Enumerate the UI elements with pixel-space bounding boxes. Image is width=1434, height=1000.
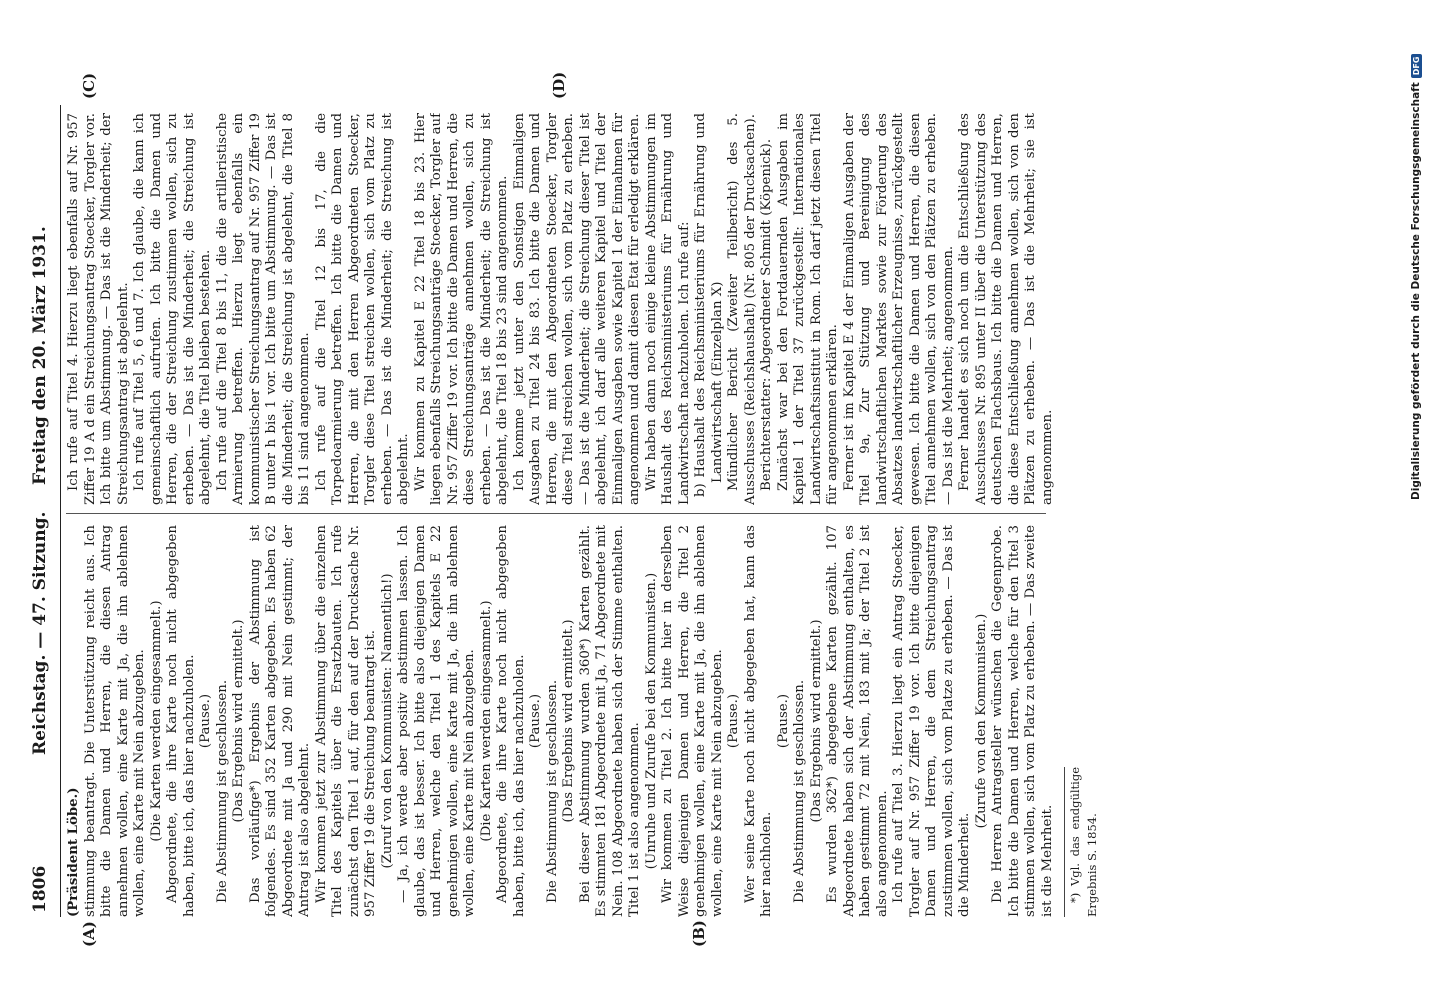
paragraph: Mündlicher Bericht (Zweiter Teilbericht) des 5. Ausschusses (Reichshaushalt) (Nr. 805 der Drucksachen). (726, 113, 758, 505)
margin-marker-d: (D) (550, 71, 568, 99)
paragraph: Bei dieser Abstimmung wurden 360*) Karten gezählt. Es stimmten 181 Abgeordnete mit Ja, 71 Abgeordnete mit Nein. 108 Abgeordnete haben sich der Stimme enthalten. Titel 1 ist also angenommen. (577, 525, 642, 917)
paragraph: Zunächst war bei den Fortdauernden Ausgaben im Kapitel 1 der Titel 37 zurückgestellt: Internationales Landwirtschaftsinstitut in Rom. Ich darf jetzt diesen Titel für angenommen erklären. (775, 113, 840, 505)
margin-marker-b: (B) (690, 920, 708, 947)
paragraph: Abgeordnete, die ihre Karte noch nicht abgegeben haben, bitte ich, das hier nachzuholen. (495, 525, 527, 917)
left-column (66, 525, 1266, 917)
paragraph: Die Abstimmung ist geschlossen. (792, 679, 807, 903)
paragraph: Ich rufe auf Titel 3. Hierzu liegt ein Antrag Stoecker, Torgler auf Nr. 957 Ziffer 19 vor. Ich bitte diejenigen Damen und Herren, die dem Streichungsantrag zustimmen wollen, sich vom Platze zu erheben. — Das ist die Minderheit. (891, 525, 972, 917)
paragraph: (Pause.) (198, 693, 213, 749)
paragraph: Das vorläufige*) Ergebnis der Abstimmung ist folgendes. Es sind 352 Karten abgegeben. Es haben 62 Abgeordnete mit Ja und 290 mit Nein gestimmt; der Antrag ist also abgelehnt. (247, 525, 312, 917)
header-rule (60, 105, 61, 917)
paragraph: Abgeordnete, die ihre Karte noch nicht abgegeben haben, bitte ich, das hier nachzuholen. (165, 525, 197, 917)
document-page (10, 45, 1310, 947)
right-column (66, 113, 1266, 505)
date-title: Freitag den 20. März 1931. (30, 226, 50, 485)
paragraph: Ich rufe auf Titel 4. Hierzu liegt ebenfalls auf Nr. 957 Ziffer 19 A d ein Streichungsantrag Stoecker, Torgler vor. Ich bitte um Abstimmung. — Das ist die Minderheit; der Streichungsantrag ist abgelehnt. (66, 113, 131, 505)
column-separator (66, 513, 1046, 514)
paragraph: Wir haben dann noch einige kleine Abstimmungen im Haushalt des Reichsministeriums für Ernährung und Landwirtschaft nachzuholen. Ich rufe auf: (643, 113, 692, 505)
credit-text: Digitalisierung gefördert durch die Deutsche Forschungsgemeinschaft (1410, 82, 1422, 500)
page-number: 1806 (30, 865, 50, 913)
paragraph: (Das Ergebnis wird ermittelt.) (808, 619, 824, 823)
paragraph: (Zuruf von den Kommunisten: Namentlich!) (379, 573, 395, 869)
paragraph: Berichterstatter: Abgeordneter Schmidt (Köpenick). (759, 138, 774, 491)
paragraph: Die Herren Antragsteller wünschen die Gegenprobe. Ich bitte die Damen und Herren, welche für den Titel 3 stimmen wollen, sich vom Platz zu erheben. — Das zweite ist die Mehrheit. (990, 525, 1055, 917)
paragraph: Wer seine Karte noch nicht abgegeben hat, kann das hier nachholen. (742, 525, 774, 917)
paragraph: (Pause.) (528, 693, 543, 749)
margin-marker-a: (A) (80, 921, 98, 947)
paragraph: *) Vgl. das endgültige Ergebnis S. 1854. (1064, 767, 1100, 917)
paragraph: (Die Karten werden eingesammelt.) (148, 600, 164, 842)
paragraph: Wir kommen jetzt zur Abstimmung über die einzelnen Titel des Kapitels über die Ersatzbauten. Ich rufe zunächst den Titel 1 auf, für den auf der Drucksache Nr. 957 Ziffer 19 die Streichung beantragt ist. (313, 525, 378, 917)
paragraph: stimmung beantragt. Die Unterstützung reicht aus. Ich bitte die Damen und Herren, die diesen Antrag annehmen wollen, eine Karte mit Ja, die ihn ablehnen wollen, eine Karte mit Nein abzugeben. (82, 525, 147, 917)
paragraph: (Unruhe und Zurufe bei den Kommunisten.) (643, 572, 659, 870)
paragraph: Wir kommen zu Kapitel E 22 Titel 18 bis 23. Hier liegen ebenfalls Streichungsanträge Stoecker, Torgler auf Nr. 957 Ziffer 19 vor. Ich bitte die Damen und Herren, die diese Streichungsanträge annehmen wollen, sich zu erheben. — Das ist die Minderheit; die Streichung ist abgelehnt, die Titel 18 bis 23 sind angenommen. (412, 113, 510, 505)
paragraph: — Ja, ich werde aber positiv abstimmen lassen. Ich glaube, das ist besser. Ich bitte also diejenigen Damen und Herren, welche den Titel 1 des Kapitels E 22 genehmigen wollen, eine Karte mit Ja, die ihn ablehnen wollen, eine Karte mit Nein abzugeben. (396, 525, 477, 917)
paragraph: Ich rufe auf die Titel 12 bis 17, die die Torpedoarmierung betreffen. Ich bitte die Damen und Herren, die mit den Herren Abgeordneten Stoecker, Torgler diese Titel streichen wollen, sich vom Platz zu erheben. — Das ist die Minderheit; die Streichung ist abgelehnt. (313, 113, 411, 505)
page-header (30, 105, 56, 925)
paragraph: Die Abstimmung ist geschlossen. (544, 679, 560, 903)
paragraph: (Die Karten werden eingesammelt.) (478, 600, 494, 842)
paragraph: Es wurden 362*) abgegebene Karten gezählt. 107 Abgeordnete haben sich der Abstimmung enthalten, es haben gestimmt 72 mit Nein, 183 mit Ja; der Titel 2 ist also angenommen. (825, 525, 890, 917)
paragraph: Wir kommen zu Titel 2. Ich bitte hier in derselben Weise diejenigen Damen und Herren, die Titel 2 genehmigen wollen, eine Karte mit Ja, die ihn ablehnen wollen, eine Karte mit Nein abzugeben. (660, 525, 725, 917)
paragraph: Ich rufe auf die Titel 8 bis 11, die die artilleristische Armierung betreffen. Hierzu liegt ebenfalls ein kommunistischer Streichungsantrag auf Nr. 957 Ziffer 19 B unter h bis 1 vor. Ich bitte um Abstimmung. — Das ist die Minderheit; die Streichung ist abgelehnt, die Titel 8 bis 11 sind angenommen. (214, 113, 312, 505)
session-title: Reichstag. — 47. Sitzung. (30, 511, 50, 755)
paragraph: Ferner ist im Kapitel E 4 der Einmaligen Ausgaben der Titel 9a, Zur Stützung und Bereinigung des landwirtschaftlichen Marktes sowie zur Förderung des Absatzes landwirtschaftlicher Erzeugnisse, zurückgestellt gewesen. Ich bitte die Damen und Herren, die diesen Titel annehmen wollen, sich von den Plätzen zu erheben. — Das ist die Mehrheit; angenommen. (841, 113, 956, 505)
paragraph: (Das Ergebnis wird ermittelt.) (231, 619, 246, 823)
paragraph: Ich komme jetzt unter den Sonstigen Einmaligen Ausgaben zu Titel 24 bis 83. Ich bitte die Damen und Herren, die mit den Abgeordneten Stoecker, Torgler diese Titel streichen wollen, sich vom Platz zu erheben. — Das ist die Minderheit; die Streichung dieser Titel ist abgelehnt, ich darf alle weiteren Kapitel und Titel der Einmaligen Ausgaben sowie Kapitel 1 der Einnahmen für angenommen und damit diesen Etat für erledigt erklären. (511, 113, 642, 505)
paragraph: (Pause.) (726, 693, 741, 749)
paragraph: b) Haushalt des Reichsministeriums für Ernährung und Landwirtschaft (Einzelplan X) (693, 113, 725, 497)
paragraph: (Pause.) (775, 693, 791, 749)
paragraph: Die Abstimmung ist geschlossen. (214, 679, 230, 903)
paragraph: Ich rufe auf Titel 5, 6 und 7. Ich glaube, die kann ich gemeinschaftlich aufrufen. Ich bitte die Damen und Herren, die der Streichung zustimmen wollen, sich zu erheben. — Das ist die Minderheit; die Streichung ist abgelehnt, die Titel bleiben bestehen. (132, 113, 213, 505)
paragraph: Ferner handelt es sich noch um die Entschließung des Ausschusses Nr. 895 unter II über die Unterstützung des deutschen Flachsbaus. Ich bitte die Damen und Herren, die diese Entschließung annehmen wollen, sich von den Plätzen zu erheben. — Das ist die Mehrheit; sie ist angenommen. (957, 113, 1055, 505)
paragraph: (Präsident Löbe.) (66, 787, 81, 917)
margin-marker-c: (C) (80, 72, 98, 99)
paragraph: (Zurufe von den Kommunisten.) (973, 613, 989, 829)
paragraph: (Das Ergebnis wird ermittelt.) (561, 619, 576, 823)
dfg-logo-badge: DFG (1411, 54, 1422, 79)
